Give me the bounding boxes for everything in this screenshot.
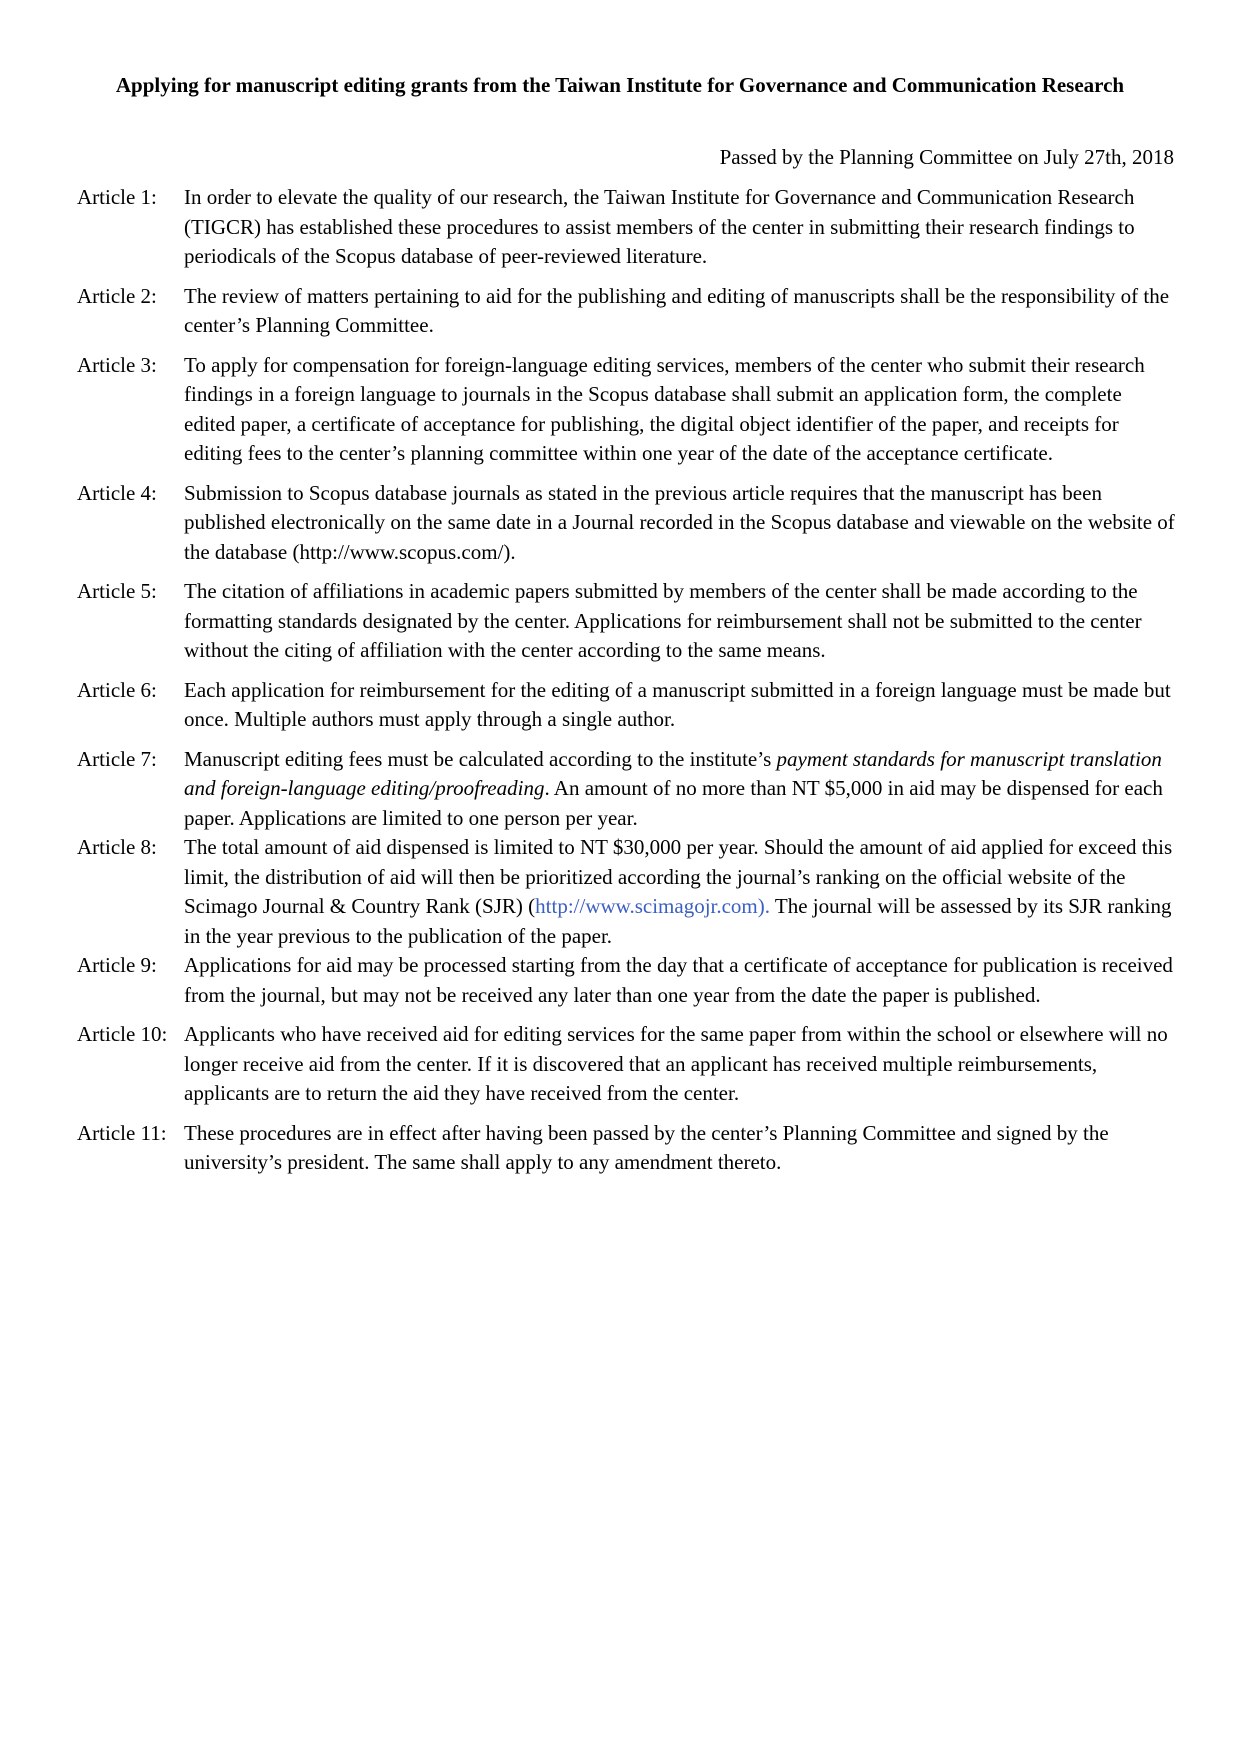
article-4 [77, 479, 1177, 568]
article-label: Article 4: [77, 480, 157, 505]
article-text-start: Manuscript editing fees must be calculated according to the institute’s [184, 746, 777, 771]
article-text: Applicants who have received aid for editing services for the same paper from within the school or elsewhere will no longer receive aid from the center. If it is discovered that an applicant has received multiple reimbursements, applicants are to return the aid they have received from the center. [184, 1022, 1168, 1105]
article-text: The citation of affiliations in academic papers submitted by members of the center shall be made according to the formatting standards designated by the center. Applications for reimbursement shall not be submitted to the center without the citing of affiliation with the center according to the same means. [184, 579, 1142, 662]
article-5 [77, 577, 1177, 666]
article-8 [77, 833, 1177, 951]
article-label: Article 2: [77, 283, 157, 308]
article-text [184, 745, 1177, 834]
article-3 [77, 351, 1177, 469]
article-label: Article 8: [77, 835, 157, 859]
article-2 [77, 282, 1177, 341]
article-11 [77, 1119, 1177, 1178]
article-label: Article 7: [77, 746, 157, 771]
article-text [184, 833, 1177, 951]
article-label: Article 9: [77, 953, 157, 977]
article-text: In order to elevate the quality of our research, the Taiwan Institute for Governance and Communication Research (TIGCR) has established these procedures to assist members of the center in submitting their research findings to periodicals of the Scopus database of peer-reviewed literature. [184, 185, 1135, 268]
article-label: Article 6: [77, 677, 157, 702]
document-title: Applying for manuscript editing grants from the Taiwan Institute for Governance and Communication Research [115, 73, 1125, 97]
article-9 [77, 951, 1177, 1010]
article-text: Applications for aid may be processed starting from the day that a certificate of acceptance for publication is received from the journal, but may not be received any later than one year from the date the paper is published. [184, 953, 1173, 1007]
passed-note: Passed by the Planning Committee on July 27th, 2018 [719, 145, 1174, 169]
article-1 [77, 183, 1177, 272]
article-text: Each application for reimbursement for the editing of a manuscript submitted in a foreign language must be made but once. Multiple authors must apply through a single author. [184, 677, 1171, 731]
article-10 [77, 1020, 1177, 1109]
article-7 [77, 745, 1177, 834]
article-label: Article 1: [77, 185, 157, 209]
article-text-end: . An amount of no more than NT $5,000 in aid may be dispensed for each paper. Applications are limited to one person per year. [184, 776, 1163, 830]
article-label: Article 5: [77, 579, 157, 603]
article-6 [77, 676, 1177, 735]
article-list [77, 183, 1177, 1188]
article-label: Article 3: [77, 352, 157, 377]
article-text-end: The journal will be assessed by its SJR ranking in the year previous to the publication of the paper. [184, 894, 1172, 948]
payment-standards-title: payment standards for manuscript translation and foreign-language editing/proofreading [184, 746, 1162, 800]
article-text: To apply for compensation for foreign-language editing services, members of the center who submit their research findings in a foreign language to journals in the Scopus database shall submit an application form, the complete edited paper, a certificate of acceptance for publishing, the digital object identifier of the paper, and receipts for editing fees to the center’s planning committee within one year of the date of the acceptance certificate. [184, 352, 1145, 465]
scimago-link[interactable]: http://www.scimagojr.com). [535, 894, 771, 918]
article-text-start: The total amount of aid dispensed is limited to NT $30,000 per year. Should the amount of aid applied for exceed this limit, the distribution of aid will then be prioritized according the journal’s ranking on the official website of the Scimago Journal & Country Rank (SJR) ( [184, 835, 1173, 918]
article-text: The review of matters pertaining to aid for the publishing and editing of manuscripts shall be the responsibility of the center’s Planning Committee. [184, 283, 1170, 337]
article-text: Submission to Scopus database journals as stated in the previous article requires that the manuscript has been published electronically on the same date in a Journal recorded in the Scopus database and viewable on the website of the database (http://www.scopus.com/). [184, 480, 1175, 564]
article-label: Article 11: [77, 1120, 167, 1145]
article-label: Article 10: [77, 1022, 168, 1046]
article-text: These procedures are in effect after having been passed by the center’s Planning Committee and signed by the university’s president. The same shall apply to any amendment thereto. [184, 1120, 1109, 1174]
